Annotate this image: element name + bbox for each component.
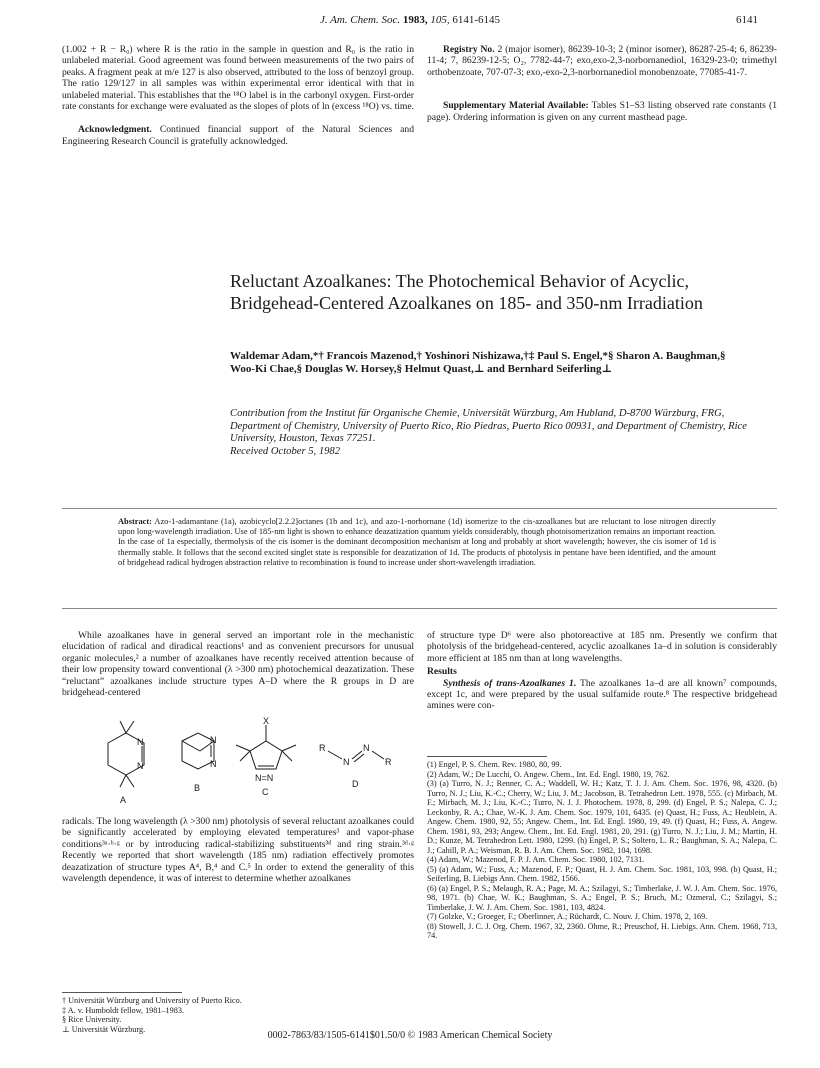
reference-2: (2) Adam, W.; De Lucchi, O. Angew. Chem., Int. Ed. Engl. 1980, 19, 762. <box>427 769 670 779</box>
atom-d-n2: N <box>363 743 370 753</box>
footnote-1: † Universität Würzburg and University of Puerto Rico. <box>62 996 242 1005</box>
synthesis-text: The azoalkanes 1a–d are all known⁷ compounds, except 1c, and were prepared by the usual sulfamide route.⁸ The respective bridgehead amines were con- <box>427 677 777 712</box>
abstract-text: Azo-1-adamantane (1a), azobicyclo[2.2.2]octanes (1b and 1c), and azo-1-norbornane (1d) isomerize to the cis-azoalkanes but are reluctant to lose nitrogen directly upon long-wavelength irradiation. Use of 185-nm light is shown to enhance deazatization quantum yields considerably, though photoisomerization remains an important reaction. In the case of 1a especially, thermolysis of the cis isomer is the dominant decomposition mechanism at long and probably at short wavelength; however, the cis isomer of 1d is thermally stable. It follows that the second excited singlet state is responsible for deazatization of 1d. The products of photolysis in pentane have been identified, and the amount of bridgehead radical hydrogen abstraction relative to recombination is found to increase under short-wavelength irradiation. <box>118 517 716 567</box>
abstract-bottom-rule <box>62 608 777 609</box>
footnote-2: ‡ A. v. Humboldt fellow, 1981–1983. <box>62 1005 184 1015</box>
references-rule <box>427 756 547 757</box>
affiliation-text: Contribution from the Institut für Organische Chemie, Universität Würzburg, Am Hubland, D-8700 Würzburg, FRG, Department of Chemistry, University of Puerto Rico, Rio Piedras, Puerto Rico 00931, and Department of Chemistry, Rice University, Houston, Texas 77251. <box>230 408 747 444</box>
author-footnotes <box>62 996 414 1034</box>
reference-5: (5) (a) Adam, W.; Fuss, A.; Mazenod, F. P.; Quast, H. J. Am. Chem. Soc. 1981, 103, 998. (b) Quast, H.; Seiferling, B. Liebigs Ann. Chem. 1982, 1566. <box>427 864 777 883</box>
received-date: Received October 5, 1982 <box>230 445 341 457</box>
page-number: 6141 <box>736 14 758 26</box>
synthesis-paragraph <box>427 678 777 712</box>
acknowledgment <box>62 124 414 147</box>
journal-pages: 6141-6145 <box>452 14 501 26</box>
structures-svg <box>90 715 400 807</box>
supp-heading: Supplementary Material Available: <box>443 100 589 112</box>
prev-article-text: (1.002 + R − R₀) where R is the ratio in the sample in question and R₀ is the ratio in unlabeled material. Good agreement was found between measurements of the two pairs of peaks. A fragment peak at m/e 127 is also observed, attributed to the loss of benzoyl group. The ratio 129/127 in all samples was within experimental error identical with that in unlabeled material. This establishes that the ¹⁸O label is in the carbonyl oxygen. First-order rate constants for exchange were evaluated as the slopes of plots of ln (excess ¹⁸O) vs. time. <box>62 44 415 113</box>
atom-c-azo: N=N <box>255 773 274 783</box>
ack-text: Continued financial support of the Natural Sciences and Engineering Research Council is gratefully acknowledged. <box>62 124 414 147</box>
structure-c-ring <box>250 741 282 769</box>
reference-7: (7) Golzke, V.; Groeger, F.; Oberlinner, A.; Rüchardt, C. Nouv. J. Chim. 1978, 2, 169. <box>427 912 708 921</box>
label-a: A <box>120 795 127 805</box>
supplementary-material <box>427 100 777 123</box>
running-header <box>0 14 820 30</box>
results-heading: Results <box>427 666 457 678</box>
synthesis-heading: Synthesis of trans-Azoalkanes 1. <box>443 677 577 689</box>
atom-d-r2: R <box>385 757 392 767</box>
body-left-column-bottom <box>62 816 414 884</box>
footnote-3: § Rice University. <box>62 1015 122 1024</box>
journal-volume: 105, <box>430 14 450 26</box>
reference-1: (1) Engel, P. S. Chem. Rev. 1980, 80, 99. <box>427 760 562 769</box>
reference-3: (3) (a) Turro, N. J.; Renner, C. A.; Waddell, W. H.; Katz, T. J. J. Am. Chem. Soc. 1976, 98, 4320. (b) Turro, N. J.; Liu, K.-C.; Cherry, W.; Liu, J. M.; Jacobson, B. Tetrahedron Lett. 1978, 555. (c) Mirbach, M. F.; Mirbach, M. J.; Liu, K.-C.; Turro, N. J. J. Photochem. 1978, 8, 299. (d) Engel, P. S.; Nalepa, C. J.; Leckonby, R. A.; Chae, W.-K. J. Am. Chem. Soc. 1979, 101, 6435. (e) Quast, H.; Fuss, A.; Heublein, A. Angew. Chem. 1980, 92, 55; Angew. Chem., Int. Ed. Engl. 1980, 19, 49. (f) Quast, H.; Fuss, A. Angew. Chem. 1981, 93, 293; Angew. Chem., Int. Ed. Engl. 1981, 20, 291. (g) Turro, N. J.; Liu, J. M.; Martin, H. D.; Kunze, M. Tetrahedron Lett. 1980, 1299. (h) Engel, P. S.; Soltero, L. R.; Baughman, S. A.; Nalepa, C. J.; Cahill, P. A.; Weisman, R. B. J. Am. Chem. Soc. 1982, 104, 1698. <box>427 779 777 855</box>
intro-paragraph-1: While azoalkanes have in general served an important role in the mechanistic elucidation of radical and diradical reactions¹ and as convenient precursors for unusual organic molecules,² a number of azoalkanes have recently received attention because of their low propensity toward conventional (λ >300 nm) photochemical deazatization. These “reluctant” azoalkanes include structure types A–D where the R groups in D are bridgehead-centered <box>62 630 414 699</box>
atom-c-x: X <box>263 716 270 726</box>
prev-article-right-column <box>427 44 777 123</box>
atom-d-r1: R <box>319 743 326 753</box>
journal-name: J. Am. Chem. Soc. <box>319 14 401 26</box>
intro-paragraph-3: of structure type D⁶ were also photoreactive at 185 nm. Presently we confirm that photolysis of the bridgehead-centered, acyclic azoalkanes 1a–d in solution is considerably more efficient at 185 nm than at long wavelengths. <box>427 630 777 664</box>
label-b: B <box>194 783 201 793</box>
article-authors: Waldemar Adam,*† Francois Mazenod,† Yoshinori Nishizawa,†‡ Paul S. Engel,*§ Sharon A. Baughman,§ Woo-Ki Chae,§ Douglas W. Horsey,§ Helmut Quast,⊥ and Bernhard Seiferling⊥ <box>230 350 726 375</box>
registry-heading: Registry No. <box>443 44 495 55</box>
atom-a-n2: N <box>137 761 144 771</box>
body-left-column-top <box>62 630 414 698</box>
registry-numbers <box>427 44 777 78</box>
abstract-top-rule <box>62 508 777 509</box>
prev-article-left-column <box>62 44 414 147</box>
article-affiliation <box>230 408 750 458</box>
ack-heading: Acknowledgment. <box>78 124 152 136</box>
label-d: D <box>352 779 359 789</box>
journal-year: 1983, <box>402 14 428 26</box>
page-footer: 0002-7863/83/1505-6141$01.50/0 © 1983 American Chemical Society <box>267 1030 553 1041</box>
atom-b-n1: N <box>210 735 217 745</box>
reference-8: (8) Stowell, J. C. J. Org. Chem. 1967, 32, 2360. Ohme, R.; Preuschof, H. Liebigs. Ann. Chem. 1968, 713, 74. <box>427 921 777 940</box>
footnote-4: ⊥ Universität Würzburg. <box>62 1024 146 1034</box>
abstract <box>118 517 716 568</box>
registry-text: 2 (major isomer), 86239-10-3; 2 (minor isomer), 86287-25-4; 6, 86239-11-4; 7, 86239-12-5; O₂, 7782-44-7; exo,exo-2,3-norbornanediol, 16329-23-0; trimethyl orthobenzoate, 707-07-3; exo,-exo-2,3-norbornanediol monobenzoate, 77085-41-7. <box>427 44 778 78</box>
label-c: C <box>262 787 269 797</box>
references-list <box>427 760 777 941</box>
article-title: Reluctant Azoalkanes: The Photochemical Behavior of Acyclic, Bridgehead-Centered Azoalkanes on 185- and 350-nm Irradiation <box>230 271 703 313</box>
structure-figure <box>90 715 400 807</box>
reference-6: (6) (a) Engel, P. S.; Melaugh, R. A.; Page, M. A.; Szilagyi, S.; Timberlake, J. W. J. Am. Chem. Soc. 1976, 98, 1971. (b) Chae, W. K.; Baughman, S. A.; Engel, P. S.; Bruch, M.; Ozmeral, C.; Szilagyi, S.; Timberlake, J. W. J. Am. Chem. Soc. 1981, 103, 4824. <box>427 883 777 912</box>
journal-citation <box>0 14 820 26</box>
atom-a-n1: N <box>137 737 144 747</box>
structure-d-bond-1 <box>328 751 342 759</box>
atom-b-n2: N <box>210 759 217 769</box>
body-right-column <box>427 630 777 712</box>
footnote-rule <box>62 992 182 993</box>
abstract-heading: Abstract: <box>118 517 152 526</box>
reference-4: (4) Adam, W.; Mazenod, F. P. J. Am. Chem. Soc. 1980, 102, 7131. <box>427 855 645 864</box>
supp-text: Tables S1–S3 listing observed rate constants (1 page). Ordering information is given on any current masthead page. <box>427 100 777 123</box>
intro-paragraph-2: radicals. The long wavelength (λ >300 nm) photolysis of several reluctant azoalkanes could be significantly accelerated by employing elevated temperatures³ and vapor-phase conditions³ᵃ·ᵇ·ᵍ or by introducing radical-stabilizing substituents³ᵈ and ring strain.³ᵈ·ᵍ Recently we reported that short wavelength (185 nm) radiation effectively promotes deazatization of structure types A⁴, B,⁴ and C.⁵ In order to extend the generality of this wavelength dependence, it was of interest to determine whether azoalkanes <box>62 816 414 885</box>
atom-d-n1: N <box>343 757 350 767</box>
